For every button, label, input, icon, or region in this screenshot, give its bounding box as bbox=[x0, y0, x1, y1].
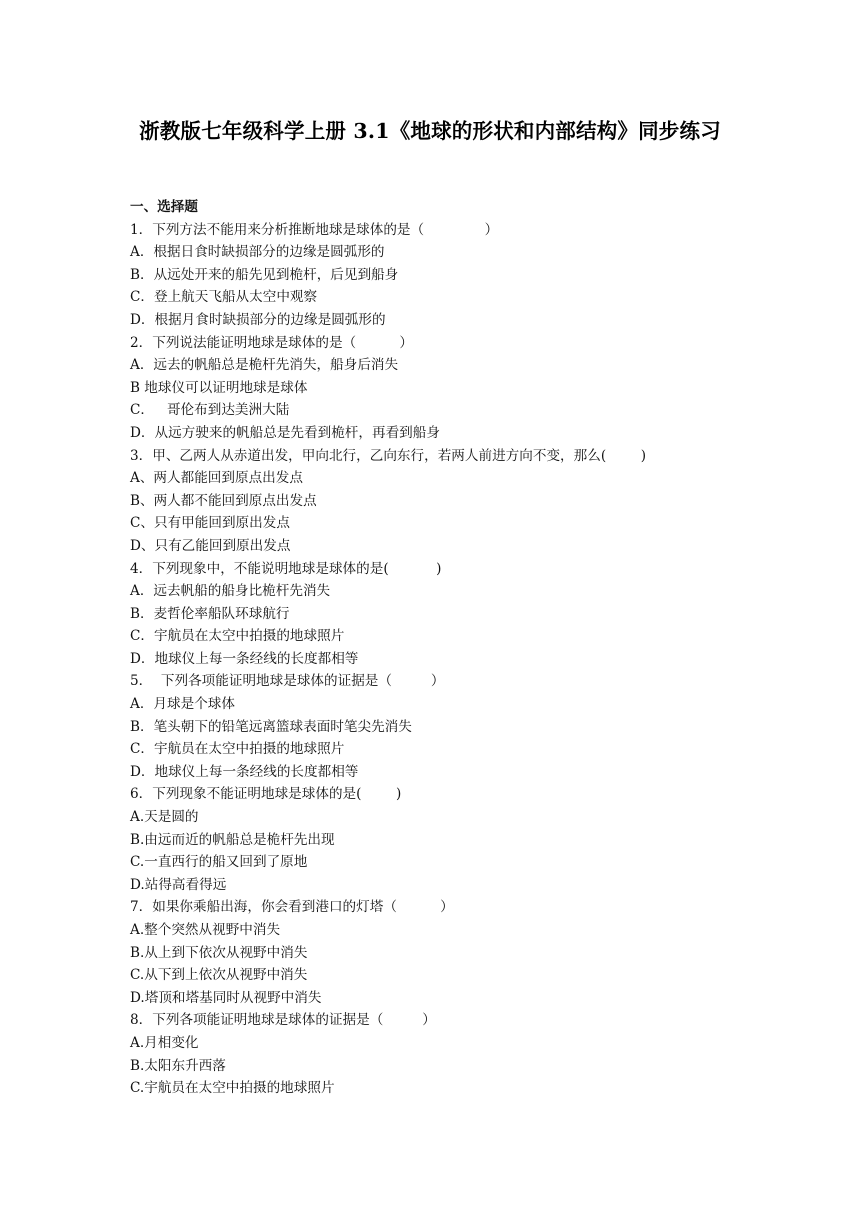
answer-option: A．远去的帆船总是桅杆先消失，船身后消失 bbox=[130, 357, 399, 374]
answer-option: C．宇航员在太空中拍摄的地球照片 bbox=[130, 741, 345, 758]
answer-option: D、只有乙能回到原出发点 bbox=[130, 537, 291, 554]
answer-option: D.站得高看得远 bbox=[130, 876, 227, 893]
question-stem: 6．下列现象不能证明地球是球体的是( ) bbox=[130, 786, 402, 803]
answer-option: A.天是圆的 bbox=[130, 809, 199, 826]
answer-option: A、两人都能回到原点出发点 bbox=[130, 470, 303, 487]
answer-option: B．麦哲伦率船队环球航行 bbox=[130, 605, 290, 622]
question-stem: 2．下列说法能证明地球是球体的是（ ） bbox=[130, 334, 413, 351]
question-stem: 1．下列方法不能用来分析推断地球是球体的是（ ） bbox=[130, 221, 499, 238]
answer-option: A．根据日食时缺损部分的边缘是圆弧形的 bbox=[130, 244, 385, 261]
question-list bbox=[130, 196, 830, 1100]
question-stem: 5． 下列各项能证明地球是球体的证据是（ ） bbox=[130, 673, 445, 690]
answer-option: A.整个突然从视野中消失 bbox=[130, 922, 281, 938]
answer-option: C.宇航员在太空中拍摄的地球照片 bbox=[130, 1080, 335, 1097]
answer-option: C． 哥伦布到达美洲大陆 bbox=[130, 402, 290, 419]
answer-option: D.塔顶和塔基同时从视野中消失 bbox=[130, 989, 322, 1006]
answer-option: C．登上航天飞船从太空中观察 bbox=[130, 289, 318, 306]
answer-option: B.太阳东升西落 bbox=[130, 1057, 226, 1074]
answer-option: A．远去帆船的船身比桅杆先消失 bbox=[130, 583, 331, 600]
question-stem: 8．下列各项能证明地球是球体的证据是（ ） bbox=[130, 1012, 436, 1029]
document-title: 浙教版七年级科学上册 3.1《地球的形状和内部结构》同步练习 bbox=[139, 119, 721, 143]
answer-option: C．宇航员在太空中拍摄的地球照片 bbox=[130, 628, 345, 645]
answer-option: B．从远处开来的船先见到桅杆，后见到船身 bbox=[130, 266, 399, 283]
answer-option: B.从上到下依次从视野中消失 bbox=[130, 944, 308, 961]
answer-option: B 地球仪可以证明地球是球体 bbox=[130, 379, 308, 396]
answer-option: A.月相变化 bbox=[130, 1034, 199, 1051]
answer-option: C.一直西行的船又回到了原地 bbox=[130, 854, 308, 871]
answer-option: D．从远方驶来的帆船总是先看到桅杆，再看到船身 bbox=[130, 424, 440, 441]
answer-option: D．地球仪上每一条经线的长度都相等 bbox=[130, 650, 359, 667]
question-stem: 3．甲、乙两人从赤道出发，甲向北行，乙向东行，若两人前进方向不变，那么( ) bbox=[130, 447, 647, 464]
question-stem: 4．下列现象中，不能说明地球是球体的是( ) bbox=[130, 560, 442, 577]
answer-option: A．月球是个球体 bbox=[130, 696, 235, 713]
answer-option: D．根据月食时缺损部分的边缘是圆弧形的 bbox=[130, 311, 386, 328]
answer-option: B.由远而近的帆船总是桅杆先出现 bbox=[130, 831, 335, 848]
answer-option: D．地球仪上每一条经线的长度都相等 bbox=[130, 763, 359, 780]
answer-option: B、两人都不能回到原点出发点 bbox=[130, 492, 317, 509]
answer-option: C、只有甲能回到原出发点 bbox=[130, 515, 290, 532]
question-stem: 7．如果你乘船出海，你会看到港口的灯塔（ ） bbox=[130, 899, 454, 916]
answer-option: B．笔头朝下的铅笔远离篮球表面时笔尖先消失 bbox=[130, 718, 412, 735]
answer-option: C.从下到上依次从视野中消失 bbox=[130, 967, 308, 984]
section-heading: 一、选择题 bbox=[130, 199, 198, 215]
